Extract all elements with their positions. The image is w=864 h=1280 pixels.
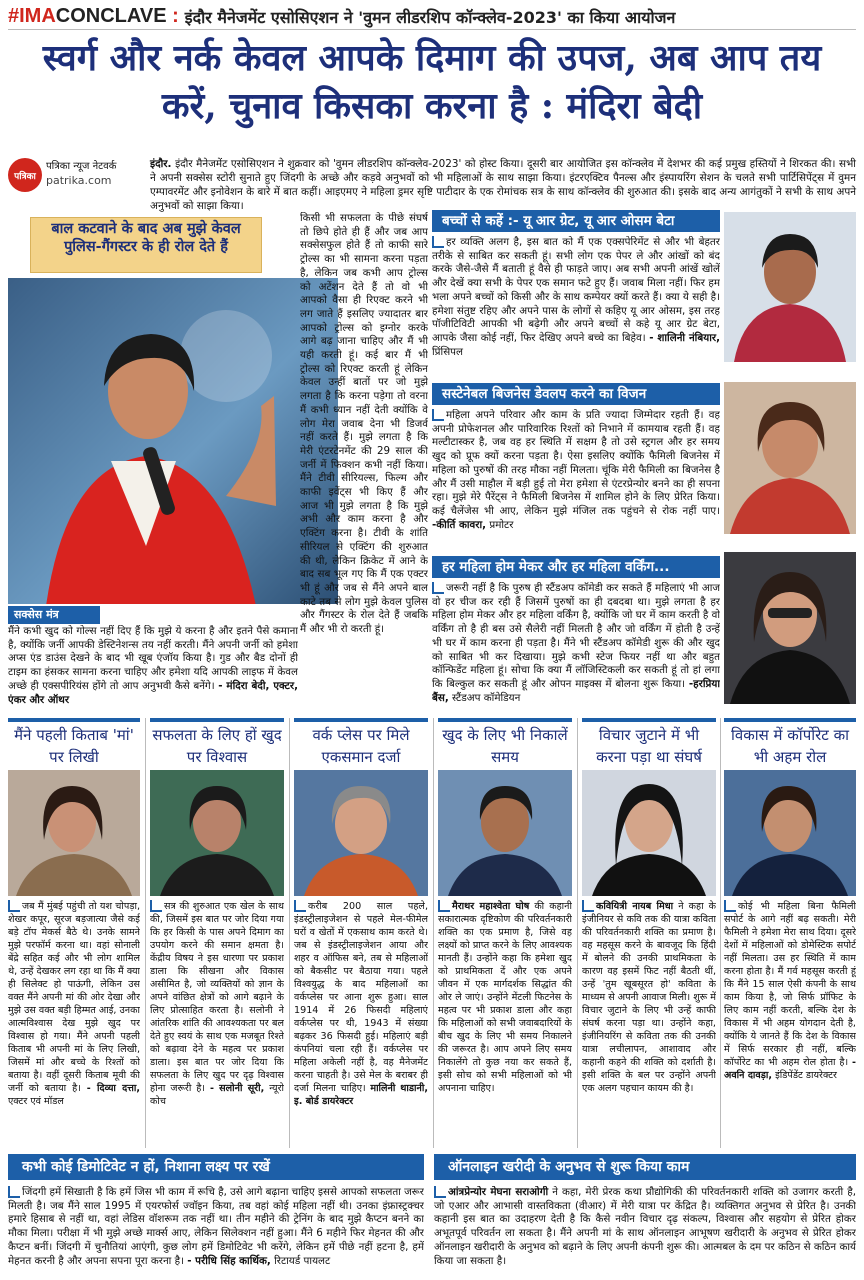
- quote-icon: [432, 409, 444, 421]
- quote-icon: [8, 1186, 20, 1198]
- column-divider: [289, 718, 290, 1148]
- quote-icon: [434, 1186, 446, 1198]
- column-divider: [145, 718, 146, 1148]
- column-divider: [577, 718, 578, 1148]
- pull-quote: बाल कटवाने के बाद अब मुझे केवल पुलिस-गैंगस्टर के ही रोल देते हैं: [30, 217, 262, 273]
- divya-dutta-photo: [8, 770, 140, 896]
- bottom-left-text: जिंदगी हमें सिखाती है कि हमें जिस भी काम में रूचि है, उसे आगे बढ़ाना चाहिए इससे आपको सफलता जरूर मिलती है। जब मैंने साल 1995 में एयरफोर्स ज्वॉइन किया, तब वहां कोई महिला नहीं थी। उनका इंफ्रास्ट्रक्चर हमारे हिसाब से नहीं था, वहां लेडिस वॉशरूम तक नहीं था। तीन महीने की ट्रेनिंग के बाद मुझे कैप्टन बनने का मौका मिला। परीक्षा में भी मुझे अच्छे मार्क्स आए, लेकिन सिलेक्शन नहीं हुआ। मैंने 6 महीने फिर मेहनत की और कैप्टन बनीं। जिंदगी में चुनौतियां आएंगी, कुछ लोग हमें डिमोटिवेट भी करेंगे, लेकिन हमें पीछे नहीं हटना है, हमें मेहनत करनी है और अपना सपना पूरा करना है। - परीधि सिंह कार्थिक, रिटायर्ड पायलट: [8, 1186, 424, 1267]
- speaker-photo-1: [724, 212, 856, 362]
- section-business-heading: सस्टेनेबल बिजनेस डेवलप करने का विजन: [432, 383, 720, 405]
- conclave-hashtag: #IMACONCLAVE :: [8, 5, 179, 27]
- column-4-heading: खुद के लिए भी निकालें समय: [438, 718, 572, 768]
- speaker-photo-4: [8, 770, 140, 896]
- speaker-photo-8: [582, 770, 716, 896]
- quote-icon: [432, 582, 444, 594]
- speaker-photo-9: [724, 770, 856, 896]
- section-tagline: [8, 4, 856, 30]
- column-4-text: मैराथर महाश्वेता घोष की कहानी सकारात्मक दृष्टिकोण की परिवर्तनकारी शक्ति का एक प्रमाण है, जिसे वह लक्ष्यों को प्राप्त करने के लिए आवश्यक मानती हैं। उन्होंने कहा कि हमेशा खुद को प्राथमिकता दें और एक अपने जीवन में एक मार्गदर्शक सिद्धांत की ओर ले जाएं। उन्होंने मेंटली फिटनेस के महत्व पर भी प्रकाश डाला और कहा कि महिलाओं को सभी जवाबदारियों के बीच खुद के लिए भी समय निकालने की जरूरत है। आप अपने लिए समय निकालेंगे तो कुछ नया कर सकते हैं, इसी सोच को सभी महिलाओं को भी अपनाना चाहिए।: [438, 901, 572, 1094]
- website-link[interactable]: patrika.com: [46, 174, 112, 187]
- news-network: [46, 160, 116, 188]
- shalini-nambiar-photo: [724, 212, 856, 362]
- section-kids-text: हर व्यक्ति अलग है, इस बात को मैं एक एक्सपेरिमेंट से और भी बेहतर तरीके से साबित कर सकती हूं। सभी लोग एक पेपर ले और आंखों को बंद करके जैसे-जैसे मैं बताती हूं वैसे ही फाड़ते जाए। अब सभी अपनी आंखें खोलें और देखें क्या सभी के पेपर एक समान फटे हुए हैं। जवाब मिला नहीं। फिर हम भला अपने बच्चों को किसी और के साथ कम्पेयर क्यों करते हैं। क्या ये सही है। हमेशा संतुष्ट रहिए और अपने पास के लोगों से कहिए यू आर ओसम, इस तरह पॉजीटिविटी आपकी भी बढ़ेगी और अपने बच्चों से कहे यू आर ग्रेट बेटा, आपके जैसा कोई नहीं, फिर देखिए अपने बच्चे का बिहेव। - शालिनी नंबियार, प्रिंसिपल: [432, 236, 720, 358]
- quote-icon: [438, 900, 450, 912]
- success-mantra-label: सक्सेस मंत्र: [8, 606, 100, 624]
- speaker-photo-7: [438, 770, 572, 896]
- quote-icon: [150, 900, 162, 912]
- page-headline: स्वर्ग और नर्क केवल आपके दिमाग की उपज, अब आप तय करें, चुनाव किसका करना है : मंदिरा बेदी: [42, 37, 822, 127]
- network-name: पत्रिका न्यूज नेटवर्क: [46, 161, 117, 172]
- speaker-photo-6: [294, 770, 428, 896]
- column-5-heading: विचार जुटाने में भी करना पड़ा था संघर्ष: [582, 718, 716, 768]
- quote-icon: [582, 900, 594, 912]
- column-divider: [720, 718, 721, 1148]
- column-2-heading: सफलता के लिए हों खुद पर विश्वास: [150, 718, 284, 768]
- quote-icon: [432, 236, 444, 248]
- section-homemaker-text: जरूरी नहीं है कि पुरुष ही स्टैंडअप कॉमेडी कर सकते हैं महिलाएं भी आज वो हर चीज कर रही हैं जिसमें पुरुषों का ही दबदबा था। मुझे लगता है हर महिला होम मेकर और हर महिला वर्किंग है, क्योंकि जो घर में काम करती है वो वर्किंग तो है ही बस उसे सैलेरी नहीं मिलती है और जो वर्किंग में होती है उन्हें भी घर में काम करना ही पड़ता है। मैंने भी स्टैंडअप कॉमेडी शुरू की और खुद को साबित भी कर दिखाया। मुझे कभी स्टेज फियर नहीं था और बहुत कॉन्फिडेंट महिला हूं। सोचा कि क्या मैं लॉजिस्टिकली कर सकती हूं तो हां लगा कि बिल्कुल कर सकती हूं और ओपन माइक्स में बोलना शुरू किया। -हरप्रिया बैंस, स्टैंडअप कॉमेडियन: [432, 582, 720, 704]
- patrika-logo: पत्रिका: [8, 158, 42, 192]
- column-divider: [433, 718, 434, 1148]
- quote-icon: [294, 900, 306, 912]
- bottom-left-heading: कभी कोई डिमोटिवेट न हों, निशाना लक्ष्य पर रखें: [8, 1154, 424, 1180]
- quote-icon: [8, 900, 20, 912]
- column-2-text: सत्र की शुरुआत एक खेल के साथ की, जिसमें इस बात पर जोर दिया गया कि हर किसी के पास अपने दिमाग का उपयोग करने की समान क्षमता है। केंद्रीय विषय ने इस धारणा पर प्रकाश डाला कि सीखना और विकास असीमित है, जो व्यक्तियों को ज्ञान के अपने वांछित क्षेत्रों को आगे बढ़ाने के लिए प्रोत्साहित करता है। सलोनी ने आंतरिक शांति की आवश्यकता पर बल देते हुए स्वयं के साथ एक मजबूत रिश्ते को बढ़ावा देने के महत्व पर प्रकाश डाला। इस बात पर जोर दिया कि सफलता के लिए खुद पर दृढ़ विश्वास होना जरूरी है। - सलोनी सूरी, न्यूरो कोच: [150, 901, 284, 1107]
- harpriya-bains-photo: [724, 552, 856, 704]
- column-5-text: कवियित्री नायब मिधा ने कहा के इंजीनियर से कवि तक की यात्रा कविता की परिवर्तनकारी शक्ति का प्रमाण है। वह महसूस करने के बावजूद कि हिंदी में बोलने की उनकी प्राथमिकता के कारण वह इसमें फिट नहीं बैठती थीं, उन्हें 'तुम खूबसूरत हो' कविता के माध्यम से अपनी आवाज मिली। शुरू में विचार जुटाने के लिए भी उन्हें काफी संघर्ष करना पड़ा था। उन्होंने कहा, इंजीनियरिंग से कविता तक की उनकी यात्रा लचीलापन, आशावाद और कहानी कहने की शक्ति को दर्शाती है। इसी शक्ति के बल पर उन्होंने अपनी एक अलग पहचान कायम की है।: [582, 901, 716, 1094]
- speaker-photo-3: [724, 552, 856, 704]
- section-kids-heading: बच्चों से कहें :- यू आर ग्रेट, यू आर ओसम बेटा: [432, 210, 720, 232]
- column-3-text: करीब 200 साल पहले, इंडस्ट्रीलाइजेशन से पहले मेल-फीमेल घरों व खेतों में एकसाथ काम करते थे। जब से इंडस्ट्रीलाइजेशन आया और शहर व ऑफिस बने, तब से महिलाओं को बैकसीट पर बैठाया गया। पहले विश्वयुद्ध के बाद महिलाओं का वर्कप्लेस पर आना शुरू हुआ। साल 1914 में 26 फिसदी महिलाएं वर्कप्लेस पर थी, 1943 में संख्या बढ़कर 36 फिसदी हुई। महिलाएं बड़ी कंपनियां चला रही हैं। वर्कप्लेस पर महिला अकेली नहीं है, वह मैनेजमेंट करना चाहती है। उसे मेल के बराबर ही दर्जा मिलना चाहिए। मालिनी थाडानी, इ. बोर्ड डायरेक्टर: [294, 901, 428, 1107]
- column-6-text: कोई भी महिला बिना फैमिली सपोर्ट के आगे नहीं बढ़ सकती। मेरी फैमिली ने हमेशा मेरा साथ दिया। दूसरे देशों में महिलाओं को डोमेस्टिक सपोर्ट नहीं मिलता। उस हर स्थिति में काम करना होता है। मैं गर्व महसूस करती हूं कि मैंने 15 साल ऐसी कंपनी के साथ काम किया है, जो सिर्फ प्रॉफिट के लिए काम नहीं करती, बल्कि देश के विकास में भी अहम योगदान देती है, क्योंकि ये जानते हैं कि देश के विकास में सिर्फ सरकार ही नहीं, बल्कि कॉर्पोरेट का भी अहम रोल होता है। - अवनि दावड़ा, इंडिपेंडेंट डायरेक्टर: [724, 901, 856, 1081]
- column-6-heading: विकास में कॉर्पोरेट का भी अहम रोल: [724, 718, 856, 768]
- saloni-suri-photo: [150, 770, 284, 896]
- quote-icon: [724, 900, 736, 912]
- speaker-illustration: [26, 296, 276, 604]
- column-1-text: जब मैं मुंबई पहुंची तो यश चोपड़ा, शेखर कपूर, सूरज बड़जात्या जैसे कई बड़े टॉप मेकर्स बैठे थे। उनके सामने मुझे परफॉर्म करना था। वहां सोनाली बेंद्रे सहित कई और भी लोग शामिल थे, उन्हें देखकर लग रहा था कि मैं क्या ही सिलेक्ट हो पाऊंगी, लेकिन उस वक्त मैंने अपनी मां की ओर देखा और मुझे उस वक्त बड़ी हिम्मत आई, उनका आत्मविश्वास देख मुझे खुद पर विश्वास हो गया। मैंने अपनी पहली किताब भी अपनी मां के लिए लिखी, जिसमें मां और बच्चे के रिश्तों को बताया है। वहीं दूसरी किताब मूवी की जर्नी को बताया है। - दिव्या दत्ता, एक्टर एवं मॉडल: [8, 901, 140, 1107]
- section-business-text: महिला अपने परिवार और काम के प्रति ज्यादा जिम्मेदार रहती हैं। वह अपनी प्रोफेशनल और पारिवारिक रिश्तों को निभाने में कामयाब रहती हैं। वह मल्टीटास्कर है, जब वह हर स्थिति में सक्षम है तो उसे स्ट्रगल और हर समय खुद को प्रूफ क्यों करना पड़ता है। ऐसा इसलिए क्योंकि फैमिली बिजनेस में महिला को पुरुषों की तरह मौका नहीं मिलता। चूंकि मेरी फैमिली का बिजनेस है और मैं उसी माहौल में बड़ी हुई तो मेरा हमेशा से एंटरप्रेन्योर बनने का ही सपना रहा। मुझे मेरे पैरेंट्स ने फैमिली बिजनेस में शामिल होने के लिए प्रेरित किया। कई चैलेंजेस भी आए, लेकिन मुझे मंजिल तक पहुंचने से रोक नहीं पाए। -कीर्ति कावरा, प्रमोटर: [432, 409, 720, 531]
- avni-davda-photo: [724, 770, 856, 896]
- section-homemaker-heading: हर महिला होम मेकर और हर महिला वर्किंग...: [432, 556, 720, 578]
- bottom-right-text: आंत्रप्रेन्योर मेघना सराओगी ने कहा, मेरी प्रेरक कथा प्रौद्योगिकी की परिवर्तनकारी शक्ति को उजागर करती है, जो एआर और आभासी वास्तविकता (वीआर) में मेरी यात्रा पर केंद्रित है। व्यक्तिगत अनुभव से प्रेरित है। उनकी कहानी इस बात का उदाहरण देती है कि कैसे नवीन विचार दृढ़ संकल्प, विश्वास और सहयोग से प्रेरित होकर अभूतपूर्व परिवर्तन ला सकता है। मैंने अपनी मां के साथ ऑनलाइन आभूषण खरीदारी के अनुभव से प्रेरित होकर ऑनलाइन खरीदारी के अनुभव को बढ़ाने के लिए अपनी कंपनी शुरू की। आत्मबल के दम पर कठिन से कठिन कार्य किया जा सकता है।: [434, 1186, 856, 1267]
- tagline-text: इंदौर मैनेजमेंट एसोसिएशन ने 'वुमन लीडरशिप कॉन्क्लेव-2023' का किया आयोजन: [184, 7, 676, 27]
- kirti-kavra-photo: [724, 382, 856, 534]
- column-3-heading: वर्क प्लेस पर मिले एकसमान दर्जा: [294, 718, 428, 768]
- mahashweta-ghosh-photo: [438, 770, 572, 896]
- bottom-right-heading: ऑनलाइन खरीदी के अनुभव से शुरू किया काम: [434, 1154, 856, 1180]
- success-mantra: मैंने कभी खुद को गोल्स नहीं दिए हैं कि मुझे ये करना है और इतने पैसे कमाना है, क्योंकि जर्नी आपकी डेस्टिनेशन्स तय नहीं करती। मैंने अपनी जर्नी को हमेशा अप्स एंड डाउंस देखने के बाद भी खूब एंजॉय किया है। गुड और बैड दोनों ही टाइम का हंसकर सामना करना चाहिए और हमेशा यदि आपकी लाइफ में केवल अच्छे ही एक्सपीरियंस होंगे तो आप अनुभवी कैसे बनेंगे। - मंदिरा बेदी, एक्टर, एंकर और ऑथर: [8, 625, 298, 706]
- column-1-heading: मैंने पहली किताब 'मां' पर लिखी: [8, 718, 140, 768]
- main-story-text: किसी भी सफलता के पीछे संघर्ष तो छिपे होते ही हैं और जब आप सक्सेसफुल होते हैं तो काफी सारे ट्रोल्स का भी सामना करना पड़ता है, लेकिन जब कभी आप ट्रोल्स को अटेंशन देते हैं तो वो भी आपको वैसा ही रिएक्ट करने भी लग जाते हैं इसलिए ज्यादातर बार आपको ट्रोल्स को इग्नोर करके आगे बढ़ जाना चाहिए और मैं भी यही करती हूं। कई बार मैं भी ट्रोल्स को रिएक्ट करती हूं लेकिन केवल उन्हीं बातों पर जो मुझे लगता है कि करना पड़ेगा तो वरना मैं कभी ध्यान नहीं देती क्योंकि वे लोग मेरा जवाब देना भी डिजर्व नहीं करते हैं। मुझे लगता है कि मेरी एंटरटेनमेंट की 29 साल की जर्नी में फिक्शन कभी नहीं किया। मैंने टीवी सीरियल्स, फिल्म और काफी इवेंट्स भी किए हैं और आज भी मुझे लगता है कि मुझे अभी और काम करना है और एक्टिंग करना है। टीवी के शांति सीरियल से एक्टिंग की शुरुआत की थी, लेकिन क्रिकेट में आने के बाद सब भूल गए कि मैं एक एक्टर भी हूं और जब से मैंने अपने बाल काटे तब से लोग मुझे केवल पुलिस और गैंगस्टर के रोल देते हैं जबकि मैं और भी रो करती हूं।: [300, 212, 428, 636]
- mandira-bedi-photo: [8, 278, 338, 604]
- speaker-photo-5: [150, 770, 284, 896]
- nayab-midha-photo: [582, 770, 716, 896]
- mandira-byline: - मंदिरा बेदी, एक्टर, एंकर और ऑथर: [8, 679, 298, 706]
- malini-thadani-photo: [294, 770, 428, 896]
- intro-paragraph: इंदौर. इंदौर मैनेजमेंट एसोसिएशन ने शुक्रवार को 'वुमन लीडरशिप कॉन्क्लेव-2023' को होस्ट किया। दूसरी बार आयोजित इस कॉन्क्लेव में देशभर की कई प्रमुख हस्तियों ने शिरकत की। सभी ने अपनी सक्सेस स्टोरी सुनाते हुए जिंदगी के अच्छे और कड़वे अनुभवों को भी महिलाओं के साथ साझा किया। इंटरएक्टिव पैनल्स और इंस्पायरिंग सेशन के चलते सभी पार्टिसिपेंट्स में वुमन एम्पावरमेंट और इनोवेशन के बारे में बात कहीं। आइएमए ने महिला ड्रमर सृष्टि पाटीदार के एक रोमांचक सत्र के साथ कॉन्क्लेव की शुरुआत की। इसके बाद अन्य आगंतुकों ने सभी के साथ अपने अनुभवों को साझा किया।: [150, 158, 856, 212]
- speaker-photo-2: [724, 382, 856, 534]
